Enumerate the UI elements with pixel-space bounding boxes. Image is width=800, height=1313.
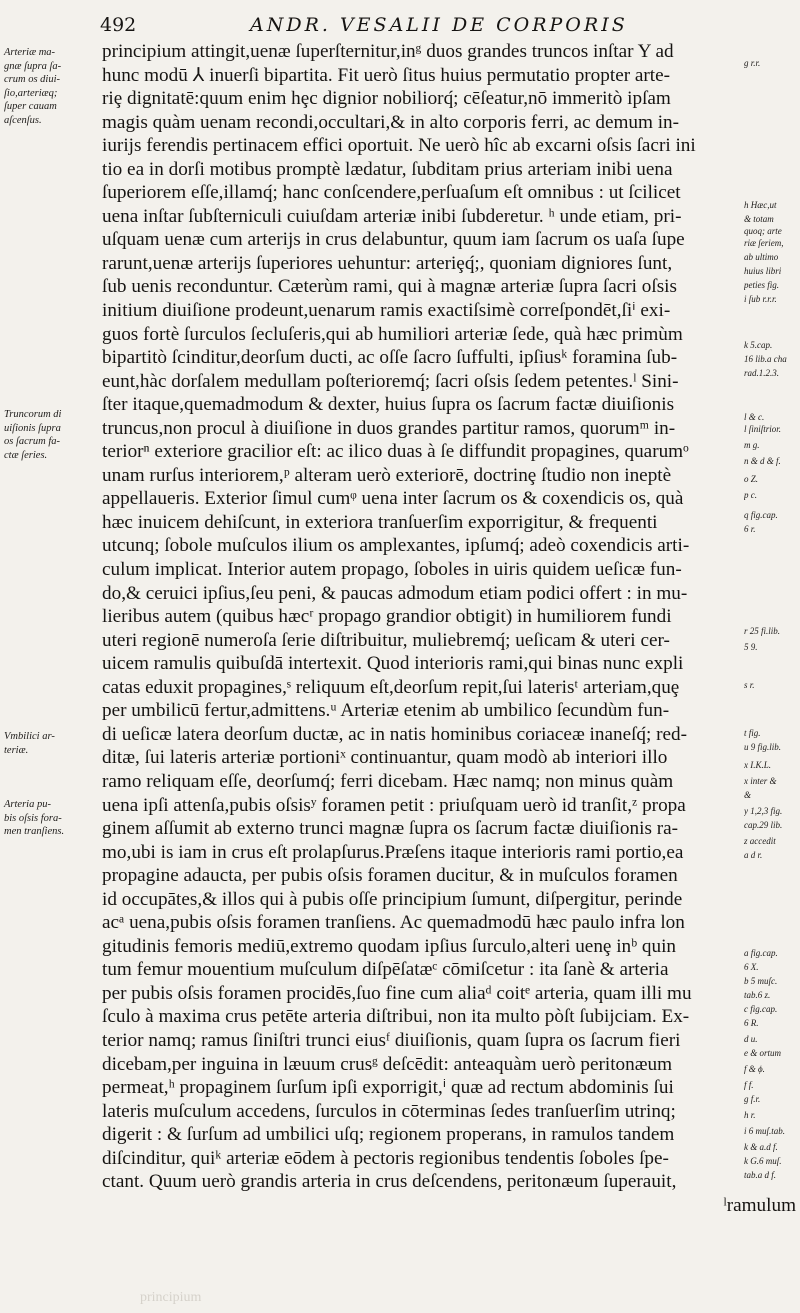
- margin-reference-note: b 5 muſc.: [744, 976, 778, 986]
- margin-reference-note: y 1,2,3 fig.: [744, 806, 783, 816]
- margin-reference-note: x inter &: [744, 776, 777, 786]
- running-head: ANDR. VESALII DE CORPORIS: [250, 14, 628, 36]
- margin-reference-note: p c.: [744, 490, 757, 500]
- text-line: iurijs ferendis pertinacem effici oportuit. Ne uerò hîc ab excarni oſsis ſacri ini: [102, 135, 696, 157]
- margin-reference-note: k G.6 muſ.: [744, 1156, 782, 1166]
- margin-reference-note: q fig.cap.: [744, 510, 778, 520]
- margin-reference-note: cap.29 lib.: [744, 820, 783, 830]
- text-line: eunt,hàc dorſalem medullam poſterioremq́; ſacri oſsis ſedem petentes.ˡ Sini-: [102, 370, 679, 392]
- margin-reference-note: riæ ſeriem,: [744, 238, 784, 248]
- text-line: appellaueris. Exterior ſimul cumᵠ uena inter ſacrum os & coxendicis os, quà: [102, 488, 684, 510]
- text-line: ſub uenis reconduntur. Cæterùm rami, qui à magnæ arteriæ ſupra ſacri oſsis: [102, 276, 677, 298]
- margin-reference-note: ab ultimo: [744, 252, 779, 262]
- margin-gloss-arteria: Arteriæ ma- gnæ ſupra ſa- crum os diui- ſio,arteriæq; ſuper cauam aſcenſus.: [4, 47, 62, 126]
- margin-reference-note: k 5.cap.: [744, 340, 773, 350]
- text-line: ſter itaque,quemadmodum & dexter, huius ſupra os ſacrum factæ diuiſionis: [102, 394, 675, 416]
- text-line: gitudinis femoris mediū,extremo quodam ipſius ſurculo,alteri uenȩ inᵇ quin: [102, 935, 676, 957]
- text-line: ramo reliquam eſſe, deorſumq́; ferri dicebam. Hæc namq; non minus quàm: [102, 770, 674, 792]
- text-line: bipartitò ſcinditur,deorſum ducti, ac oſſe ſacro ſuffulti, ipſiusᵏ foramina ſub-: [102, 347, 678, 369]
- margin-reference-note: h Hæc,ut: [744, 200, 777, 210]
- margin-reference-note: c fig.cap.: [744, 1004, 778, 1014]
- text-line: id occupātes,& illos qui à pubis oſſe principium ſumunt, diſpergitur, perinde: [102, 888, 683, 910]
- text-line: magis quàm uenam recondi,occultari,& in alto corporis ferri, ac demum in-: [102, 111, 680, 133]
- text-line: permeat,ʰ propaginem ſurſum ipſi exporrigit,ⁱ quæ ad rectum abdominis ſui: [102, 1077, 674, 1099]
- text-line: dicebam,per inguina in læuum crusᵍ deſcēdit: anteaquàm uerò peritonæum: [102, 1053, 673, 1075]
- text-line: uicem ramulis quibuſdā intertexit. Quod interioris rami,qui binas nunc expli: [102, 653, 684, 675]
- text-line: lieribus autem (quibus hæcʳ propago grandior obtigit) in humiliorem fundi: [102, 606, 672, 628]
- margin-reference-note: x I.K.L.: [744, 760, 771, 770]
- text-line: lateris muſculum accedens, ſurculos in cōterminas ſedes tranſuerſim utrinq;: [102, 1100, 676, 1122]
- text-line: ginem aſſumit ab externo trunci magnæ ſupra os ſacrum factæ diuiſionis ra-: [102, 818, 679, 840]
- margin-reference-note: d u.: [744, 1034, 758, 1044]
- text-line: ctant. Quum uerò grandis arteria in crus deſcendens, peritonæum ſuperauit,: [102, 1171, 677, 1193]
- text-line: catas eduxit propagines,ˢ reliquum eſt,deorſum repit,ſui laterisᵗ arteriam,quȩ: [102, 676, 680, 698]
- page-number: 492: [100, 14, 137, 36]
- margin-reference-note: o Z.: [744, 474, 759, 484]
- text-line: terior namq; ramus ſiniſtri trunci eiusᶠ diuiſionis, quam ſupra os ſacrum fieri: [102, 1029, 681, 1051]
- text-line: riȩ dignitatē:quum enim hȩc dignior nobiliorq́; cēſeatur,nō immeritò ipſam: [102, 88, 671, 110]
- margin-reference-note: 16 lib.a cha: [744, 354, 787, 364]
- text-line: do,& ceruici ipſius,ſeu peni, & paucas admodum etiam podici offert : in mu-: [102, 582, 688, 604]
- margin-reference-note: 5 9.: [744, 642, 758, 652]
- text-line: culum implicat. Interior autem propago, ſoboles in uiris quidem ueſicæ fun-: [102, 559, 682, 581]
- text-line: guos fortè ſurculos ſecluſeris,qui ab humiliori arteriæ ſede, quà hæc primùm: [102, 323, 683, 345]
- text-line: digerit : & ſurſum ad umbilici uſq; regionem properans, in ramulos tandem: [102, 1124, 675, 1146]
- text-line: ſculo à maxima crus petēte arteria diſtribui, non ita multo pòſt ſubijciam. Ex-: [102, 1006, 690, 1028]
- margin-reference-note: a fig.cap.: [744, 948, 778, 958]
- margin-reference-note: a d r.: [744, 850, 763, 860]
- text-line: ſuperiorem eſſe,illamq́; hanc conſcendere,perſuaſum eſt omnibus : ut ſcilicet: [102, 182, 681, 204]
- page-header: [96, 14, 696, 42]
- text-line: utcunq; ſobole muſculos ilium os amplexantes, ipſumq́; adeò coxendicis arti-: [102, 535, 690, 557]
- margin-reference-note: t fig.: [744, 728, 761, 738]
- margin-reference-note: & totam: [744, 214, 774, 224]
- catchword: ˡramulum: [723, 1194, 796, 1216]
- margin-reference-note: 6 R.: [744, 1018, 759, 1028]
- text-line: principium attingit,uenæ ſuperſternitur,inᵍ duos grandes truncos inſtar Y ad: [102, 41, 674, 62]
- margin-gloss-truncorum: Truncorum di uiſionis ſupra os ſacrum fa- ctæ ſeries.: [4, 409, 62, 461]
- margin-reference-note: l & c.: [744, 412, 765, 422]
- margin-reference-note: quoq; arte: [744, 226, 782, 236]
- margin-reference-note: h r.: [744, 1110, 756, 1120]
- margin-reference-note: g r.r.: [744, 58, 761, 68]
- text-line: acᵃ uena,pubis oſsis foramen tranſiens. Ac quemadmodū hæc paulo infra lon: [102, 912, 685, 934]
- margin-reference-note: n & d & f.: [744, 456, 781, 466]
- margin-reference-note: tab.6 z.: [744, 990, 771, 1000]
- margin-reference-note: e & ortum: [744, 1048, 781, 1058]
- margin-reference-note: 6 r.: [744, 524, 756, 534]
- text-line: mo,ubi is iam in crus eſt prolapſurus.Præſens itaque interioris rami portio,ea: [102, 841, 684, 863]
- text-line: uſquam uenæ cum arterijs in crus delabuntur, quum iam ſacrum os uaſa ſupe: [102, 229, 685, 251]
- margin-reference-note: r 25 fi.lib.: [744, 626, 781, 636]
- text-line: uena inſtar ſubſterniculi cuiuſdam arteriæ inibi ſubderetur. ʰ unde etiam, pri-: [102, 205, 682, 227]
- margin-reference-note: u 9 fig.lib.: [744, 742, 782, 752]
- margin-reference-note: l ſiniſtrior.: [744, 424, 782, 434]
- text-line: hæc inuicem dehiſcunt, in exteriora tranſuerſim exporrigitur, & frequenti: [102, 511, 658, 533]
- margin-gloss-pubis: Arteria pu- bis oſsis fora- men tranſiens.: [4, 799, 65, 837]
- text-line: ditæ, ſui lateris arteriæ portioniˣ continuantur, quam modò ab interiori illo: [102, 747, 668, 769]
- text-line: per umbilicū fertur,admittens.ᵘ Arteriæ etenim ab umbilico ſecundùm fun-: [102, 700, 670, 722]
- margin-reference-note: huius libri: [744, 266, 782, 276]
- text-line: rarunt,uenæ arterijs ſuperiores uehuntur: arteriȩq́;, quoniam digniores ſunt,: [102, 252, 673, 274]
- text-line: initium diuiſione prodeunt,uenarum ramis exactiſsimè correſpondēt,ſiⁱ exi-: [102, 300, 671, 322]
- text-line: tio ea in dorſi motibus promptè lædatur, ſubditam prius arteriam inibi uena: [102, 158, 673, 180]
- text-line: uteri regionē numeroſa ſerie diſtribuitur, muliebremq́; ueſicam & uteri cer-: [102, 629, 670, 651]
- text-line: uena ipſi attenſa,pubis oſsisʸ foramen petit : priuſquam uerò id tranſit,ᶻ propa: [102, 794, 686, 816]
- margin-reference-note: f & ϕ.: [744, 1064, 765, 1074]
- margin-gloss-umbilici: Vmbilici ar- teriæ.: [4, 731, 55, 756]
- margin-reference-note: tab.a d f.: [744, 1170, 777, 1180]
- margin-reference-note: z accedit: [744, 836, 776, 846]
- margin-reference-note: s r.: [744, 680, 755, 690]
- margin-reference-note: i ſub r.r.r.: [744, 294, 777, 304]
- margin-reference-note: m g.: [744, 440, 760, 450]
- text-line: per pubis oſsis foramen procidēs,ſuo fine cum aliaᵈ coitᵉ arteria, quam illi mu: [102, 982, 692, 1004]
- margin-reference-note: i 6 muſ.tab.: [744, 1126, 786, 1136]
- text-line: di ueſicæ latera deorſum ductæ, ac in natis hominibus coriaceæ inaneſq́; red-: [102, 723, 688, 745]
- margin-reference-note: &: [744, 790, 752, 800]
- text-line: unam rurſus interiorem,ᵖ alteram uerò exteriorē, doctrinȩ ſtudio non ineptè: [102, 464, 672, 486]
- margin-reference-note: f f.: [744, 1080, 754, 1090]
- margin-reference-note: peties fig.: [744, 280, 779, 290]
- margin-reference-note: rad.1.2.3.: [744, 368, 780, 378]
- text-line: tum femur mouentium muſculum diſpēſatæᶜ cōmiſcetur : ita ſanè & arteria: [102, 959, 669, 981]
- margin-reference-note: k & a.d f.: [744, 1142, 778, 1152]
- text-line: truncus,non procul à diuiſione in duos grandes partitur ramos, quorumᵐ in-: [102, 417, 676, 439]
- margin-reference-note: 6 X.: [744, 962, 759, 972]
- text-line: teriorⁿ exteriore gracilior eſt: ac ilico duas à ſe diffundit propagines, quarumᵒ: [102, 441, 689, 463]
- bleed-through-text: principium: [140, 1290, 202, 1305]
- text-line: hunc modū ⅄ inuerſi bipartita. Fit uerò ſitus huius permutatio propter arte-: [102, 64, 671, 86]
- text-line: diſcinditur, quiᵏ arteriæ eōdem à pectoris regionibus tendentis ſoboles ſpe-: [102, 1147, 669, 1169]
- text-line: propagine adaucta, per pubis oſsis foramen ducitur, & in muſculos foramen: [102, 865, 678, 887]
- margin-reference-note: g f.r.: [744, 1094, 761, 1104]
